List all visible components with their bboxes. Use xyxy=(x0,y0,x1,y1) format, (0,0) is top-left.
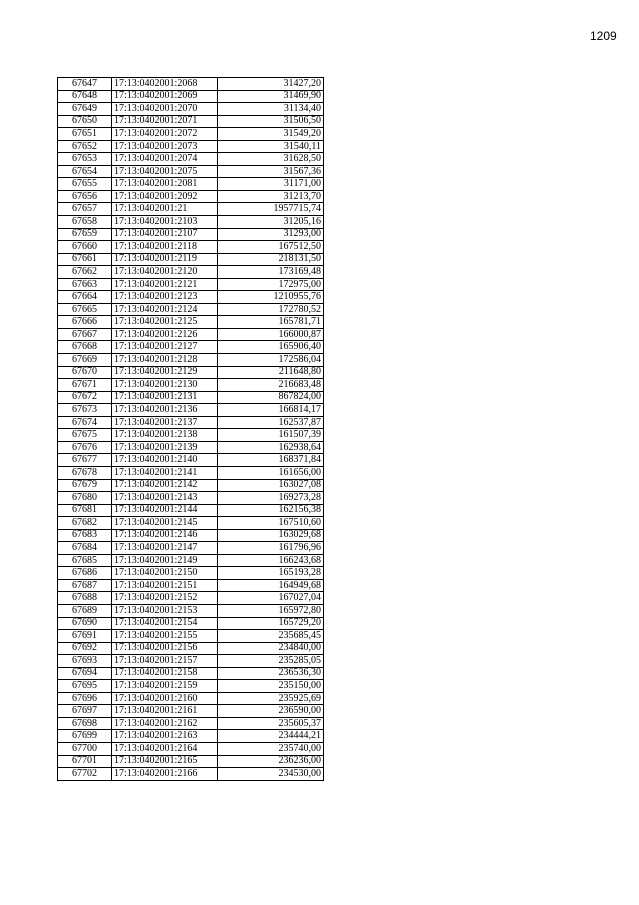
cadastral-number: 17:13:0402001:2068 xyxy=(112,78,218,91)
row-number: 67699 xyxy=(58,730,112,743)
cadastral-number: 17:13:0402001:2163 xyxy=(112,730,218,743)
row-number: 67652 xyxy=(58,140,112,153)
row-number: 67658 xyxy=(58,216,112,229)
cadastral-value: 161656,00 xyxy=(218,466,324,479)
row-number: 67656 xyxy=(58,190,112,203)
cadastral-number: 17:13:0402001:2166 xyxy=(112,768,218,781)
table-row xyxy=(58,504,324,517)
cadastral-value: 31427,20 xyxy=(218,78,324,91)
row-number: 67680 xyxy=(58,492,112,505)
cadastral-value: 1210955,76 xyxy=(218,291,324,304)
cadastral-value: 236236,00 xyxy=(218,755,324,768)
table-row xyxy=(58,90,324,103)
cadastral-value: 172586,04 xyxy=(218,354,324,367)
row-number: 67668 xyxy=(58,341,112,354)
row-number: 67698 xyxy=(58,717,112,730)
table-row xyxy=(58,354,324,367)
cadastral-value: 161796,96 xyxy=(218,542,324,555)
row-number: 67647 xyxy=(58,78,112,91)
row-number: 67697 xyxy=(58,705,112,718)
row-number: 67663 xyxy=(58,278,112,291)
table-row xyxy=(58,655,324,668)
cadastral-value: 236590,00 xyxy=(218,705,324,718)
row-number: 67671 xyxy=(58,379,112,392)
table-row xyxy=(58,479,324,492)
cadastral-number: 17:13:0402001:2136 xyxy=(112,404,218,417)
cadastral-value: 235605,37 xyxy=(218,717,324,730)
row-number: 67688 xyxy=(58,592,112,605)
cadastral-value: 161507,39 xyxy=(218,429,324,442)
table-row xyxy=(58,391,324,404)
row-number: 67694 xyxy=(58,667,112,680)
cadastral-number: 17:13:0402001:2138 xyxy=(112,429,218,442)
cadastral-value: 172975,00 xyxy=(218,278,324,291)
cadastral-number: 17:13:0402001:2140 xyxy=(112,454,218,467)
cadastral-value: 172780,52 xyxy=(218,303,324,316)
row-number: 67669 xyxy=(58,354,112,367)
table-row xyxy=(58,291,324,304)
row-number: 67695 xyxy=(58,680,112,693)
row-number: 67676 xyxy=(58,441,112,454)
cadastral-number: 17:13:0402001:2092 xyxy=(112,190,218,203)
table-row xyxy=(58,755,324,768)
row-number: 67650 xyxy=(58,115,112,128)
cadastral-number: 17:13:0402001:2125 xyxy=(112,316,218,329)
cadastral-value: 162156,38 xyxy=(218,504,324,517)
cadastral-value: 173169,48 xyxy=(218,266,324,279)
cadastral-value: 163027,08 xyxy=(218,479,324,492)
row-number: 67683 xyxy=(58,529,112,542)
cadastral-number: 17:13:0402001:2154 xyxy=(112,617,218,630)
row-number: 67657 xyxy=(58,203,112,216)
cadastral-value: 235925,69 xyxy=(218,692,324,705)
table-row xyxy=(58,492,324,505)
cadastral-number: 17:13:0402001:2152 xyxy=(112,592,218,605)
table-row xyxy=(58,303,324,316)
table-row xyxy=(58,253,324,266)
row-number: 67693 xyxy=(58,655,112,668)
row-number: 67690 xyxy=(58,617,112,630)
cadastral-value: 31293,00 xyxy=(218,228,324,241)
cadastral-value: 167510,60 xyxy=(218,517,324,530)
row-number: 67653 xyxy=(58,153,112,166)
table-row xyxy=(58,379,324,392)
table-row xyxy=(58,241,324,254)
cadastral-number: 17:13:0402001:2071 xyxy=(112,115,218,128)
cadastral-value: 169273,28 xyxy=(218,492,324,505)
table-row xyxy=(58,316,324,329)
row-number: 67661 xyxy=(58,253,112,266)
cadastral-value: 31549,20 xyxy=(218,128,324,141)
cadastral-value: 235685,45 xyxy=(218,630,324,643)
cadastral-value: 164949,68 xyxy=(218,579,324,592)
table-row xyxy=(58,115,324,128)
cadastral-number: 17:13:0402001:2127 xyxy=(112,341,218,354)
cadastral-number: 17:13:0402001:2069 xyxy=(112,90,218,103)
row-number: 67692 xyxy=(58,642,112,655)
table-row xyxy=(58,278,324,291)
cadastral-number: 17:13:0402001:2126 xyxy=(112,328,218,341)
table-row xyxy=(58,680,324,693)
table-row xyxy=(58,604,324,617)
cadastral-number: 17:13:0402001:2149 xyxy=(112,554,218,567)
table-row xyxy=(58,266,324,279)
row-number: 67655 xyxy=(58,178,112,191)
table-row xyxy=(58,730,324,743)
cadastral-number: 17:13:0402001:2143 xyxy=(112,492,218,505)
cadastral-value: 31469,90 xyxy=(218,90,324,103)
cadastral-value: 234444,21 xyxy=(218,730,324,743)
cadastral-value: 166814,17 xyxy=(218,404,324,417)
table-row xyxy=(58,592,324,605)
table-row xyxy=(58,642,324,655)
cadastral-value: 31134,40 xyxy=(218,103,324,116)
row-number: 67681 xyxy=(58,504,112,517)
row-number: 67696 xyxy=(58,692,112,705)
table-row xyxy=(58,466,324,479)
cadastral-number: 17:13:0402001:2074 xyxy=(112,153,218,166)
cadastral-value: 166243,68 xyxy=(218,554,324,567)
cadastral-value: 31540,11 xyxy=(218,140,324,153)
cadastral-number: 17:13:0402001:2075 xyxy=(112,165,218,178)
cadastral-number: 17:13:0402001:2146 xyxy=(112,529,218,542)
cadastral-value: 162537,87 xyxy=(218,416,324,429)
table-row xyxy=(58,554,324,567)
row-number: 67701 xyxy=(58,755,112,768)
cadastral-number: 17:13:0402001:2165 xyxy=(112,755,218,768)
table-row xyxy=(58,341,324,354)
table-row xyxy=(58,567,324,580)
row-number: 67687 xyxy=(58,579,112,592)
cadastral-value: 31567,36 xyxy=(218,165,324,178)
table-row xyxy=(58,366,324,379)
cadastral-value: 31213,70 xyxy=(218,190,324,203)
table-row xyxy=(58,441,324,454)
cadastral-number: 17:13:0402001:2139 xyxy=(112,441,218,454)
cadastral-value: 165729,20 xyxy=(218,617,324,630)
row-number: 67689 xyxy=(58,604,112,617)
row-number: 67679 xyxy=(58,479,112,492)
cadastral-value: 235150,00 xyxy=(218,680,324,693)
row-number: 67673 xyxy=(58,404,112,417)
cadastral-number: 17:13:0402001:2147 xyxy=(112,542,218,555)
cadastral-value: 1957715,74 xyxy=(218,203,324,216)
cadastral-number: 17:13:0402001:2164 xyxy=(112,742,218,755)
cadastral-value: 216683,48 xyxy=(218,379,324,392)
row-number: 67672 xyxy=(58,391,112,404)
table-row xyxy=(58,692,324,705)
cadastral-number: 17:13:0402001:2123 xyxy=(112,291,218,304)
table-row xyxy=(58,228,324,241)
table-row xyxy=(58,454,324,467)
table-row xyxy=(58,178,324,191)
cadastral-number: 17:13:0402001:2151 xyxy=(112,579,218,592)
row-number: 67691 xyxy=(58,630,112,643)
cadastral-value: 165972,80 xyxy=(218,604,324,617)
row-number: 67654 xyxy=(58,165,112,178)
cadastral-number: 17:13:0402001:2157 xyxy=(112,655,218,668)
cadastral-value: 234530,00 xyxy=(218,768,324,781)
cadastral-value: 165906,40 xyxy=(218,341,324,354)
cadastral-number: 17:13:0402001:2142 xyxy=(112,479,218,492)
cadastral-value: 31205,16 xyxy=(218,216,324,229)
table-row xyxy=(58,103,324,116)
table-row xyxy=(58,542,324,555)
page-number: 1209 xyxy=(590,29,617,43)
table-row xyxy=(58,203,324,216)
row-number: 67678 xyxy=(58,466,112,479)
row-number: 67648 xyxy=(58,90,112,103)
cadastral-number: 17:13:0402001:2107 xyxy=(112,228,218,241)
cadastral-number: 17:13:0402001:2156 xyxy=(112,642,218,655)
cadastral-number: 17:13:0402001:2130 xyxy=(112,379,218,392)
cadastral-number: 17:13:0402001:2070 xyxy=(112,103,218,116)
cadastral-number: 17:13:0402001:2145 xyxy=(112,517,218,530)
table-row xyxy=(58,705,324,718)
cadastral-number: 17:13:0402001:2131 xyxy=(112,391,218,404)
cadastral-value: 218131,50 xyxy=(218,253,324,266)
cadastral-value: 235285,05 xyxy=(218,655,324,668)
table-row xyxy=(58,416,324,429)
cadastral-value: 162938,64 xyxy=(218,441,324,454)
table-row xyxy=(58,742,324,755)
table-row xyxy=(58,140,324,153)
row-number: 67685 xyxy=(58,554,112,567)
row-number: 67700 xyxy=(58,742,112,755)
cadastral-number: 17:13:0402001:2120 xyxy=(112,266,218,279)
cadastral-number: 17:13:0402001:2158 xyxy=(112,667,218,680)
cadastral-value: 165193,28 xyxy=(218,567,324,580)
row-number: 67675 xyxy=(58,429,112,442)
cadastral-number: 17:13:0402001:2155 xyxy=(112,630,218,643)
cadastral-value-table xyxy=(57,77,324,781)
cadastral-number: 17:13:0402001:2144 xyxy=(112,504,218,517)
cadastral-number: 17:13:0402001:2137 xyxy=(112,416,218,429)
cadastral-value: 163029,68 xyxy=(218,529,324,542)
row-number: 67682 xyxy=(58,517,112,530)
cadastral-value: 166000,87 xyxy=(218,328,324,341)
cadastral-number: 17:13:0402001:2121 xyxy=(112,278,218,291)
row-number: 67666 xyxy=(58,316,112,329)
cadastral-number: 17:13:0402001:2103 xyxy=(112,216,218,229)
table-row xyxy=(58,667,324,680)
cadastral-number: 17:13:0402001:2162 xyxy=(112,717,218,730)
cadastral-value: 235740,00 xyxy=(218,742,324,755)
cadastral-number: 17:13:0402001:2128 xyxy=(112,354,218,367)
cadastral-number: 17:13:0402001:2119 xyxy=(112,253,218,266)
table-row xyxy=(58,165,324,178)
table-body xyxy=(58,78,324,781)
cadastral-value: 234840,00 xyxy=(218,642,324,655)
row-number: 67677 xyxy=(58,454,112,467)
cadastral-number: 17:13:0402001:2081 xyxy=(112,178,218,191)
cadastral-number: 17:13:0402001:2160 xyxy=(112,692,218,705)
cadastral-value: 236536,30 xyxy=(218,667,324,680)
cadastral-number: 17:13:0402001:2153 xyxy=(112,604,218,617)
cadastral-value: 211648,80 xyxy=(218,366,324,379)
row-number: 67665 xyxy=(58,303,112,316)
row-number: 67662 xyxy=(58,266,112,279)
table-row xyxy=(58,128,324,141)
cadastral-number: 17:13:0402001:2072 xyxy=(112,128,218,141)
table-row xyxy=(58,216,324,229)
table-row xyxy=(58,517,324,530)
table-row xyxy=(58,579,324,592)
cadastral-number: 17:13:0402001:2073 xyxy=(112,140,218,153)
row-number: 67659 xyxy=(58,228,112,241)
table-row xyxy=(58,328,324,341)
cadastral-value: 31506,50 xyxy=(218,115,324,128)
cadastral-number: 17:13:0402001:2159 xyxy=(112,680,218,693)
cadastral-value: 167027,04 xyxy=(218,592,324,605)
table-row xyxy=(58,617,324,630)
row-number: 67660 xyxy=(58,241,112,254)
table-row xyxy=(58,190,324,203)
table-row xyxy=(58,768,324,781)
table-row xyxy=(58,717,324,730)
row-number: 67649 xyxy=(58,103,112,116)
cadastral-number: 17:13:0402001:2118 xyxy=(112,241,218,254)
row-number: 67670 xyxy=(58,366,112,379)
cadastral-number: 17:13:0402001:2150 xyxy=(112,567,218,580)
cadastral-value: 31628,50 xyxy=(218,153,324,166)
row-number: 67667 xyxy=(58,328,112,341)
table-row xyxy=(58,429,324,442)
cadastral-number: 17:13:0402001:2141 xyxy=(112,466,218,479)
cadastral-number: 17:13:0402001:2124 xyxy=(112,303,218,316)
row-number: 67684 xyxy=(58,542,112,555)
row-number: 67686 xyxy=(58,567,112,580)
table-row xyxy=(58,404,324,417)
row-number: 67702 xyxy=(58,768,112,781)
row-number: 67674 xyxy=(58,416,112,429)
table-row xyxy=(58,630,324,643)
row-number: 67651 xyxy=(58,128,112,141)
cadastral-number: 17:13:0402001:2129 xyxy=(112,366,218,379)
table-row xyxy=(58,529,324,542)
cadastral-value: 168371,84 xyxy=(218,454,324,467)
table-row xyxy=(58,78,324,91)
cadastral-value: 31171,00 xyxy=(218,178,324,191)
cadastral-number: 17:13:0402001:21 xyxy=(112,203,218,216)
cadastral-number: 17:13:0402001:2161 xyxy=(112,705,218,718)
row-number: 67664 xyxy=(58,291,112,304)
table-row xyxy=(58,153,324,166)
cadastral-value: 165781,71 xyxy=(218,316,324,329)
cadastral-value: 867824,00 xyxy=(218,391,324,404)
cadastral-value: 167512,50 xyxy=(218,241,324,254)
